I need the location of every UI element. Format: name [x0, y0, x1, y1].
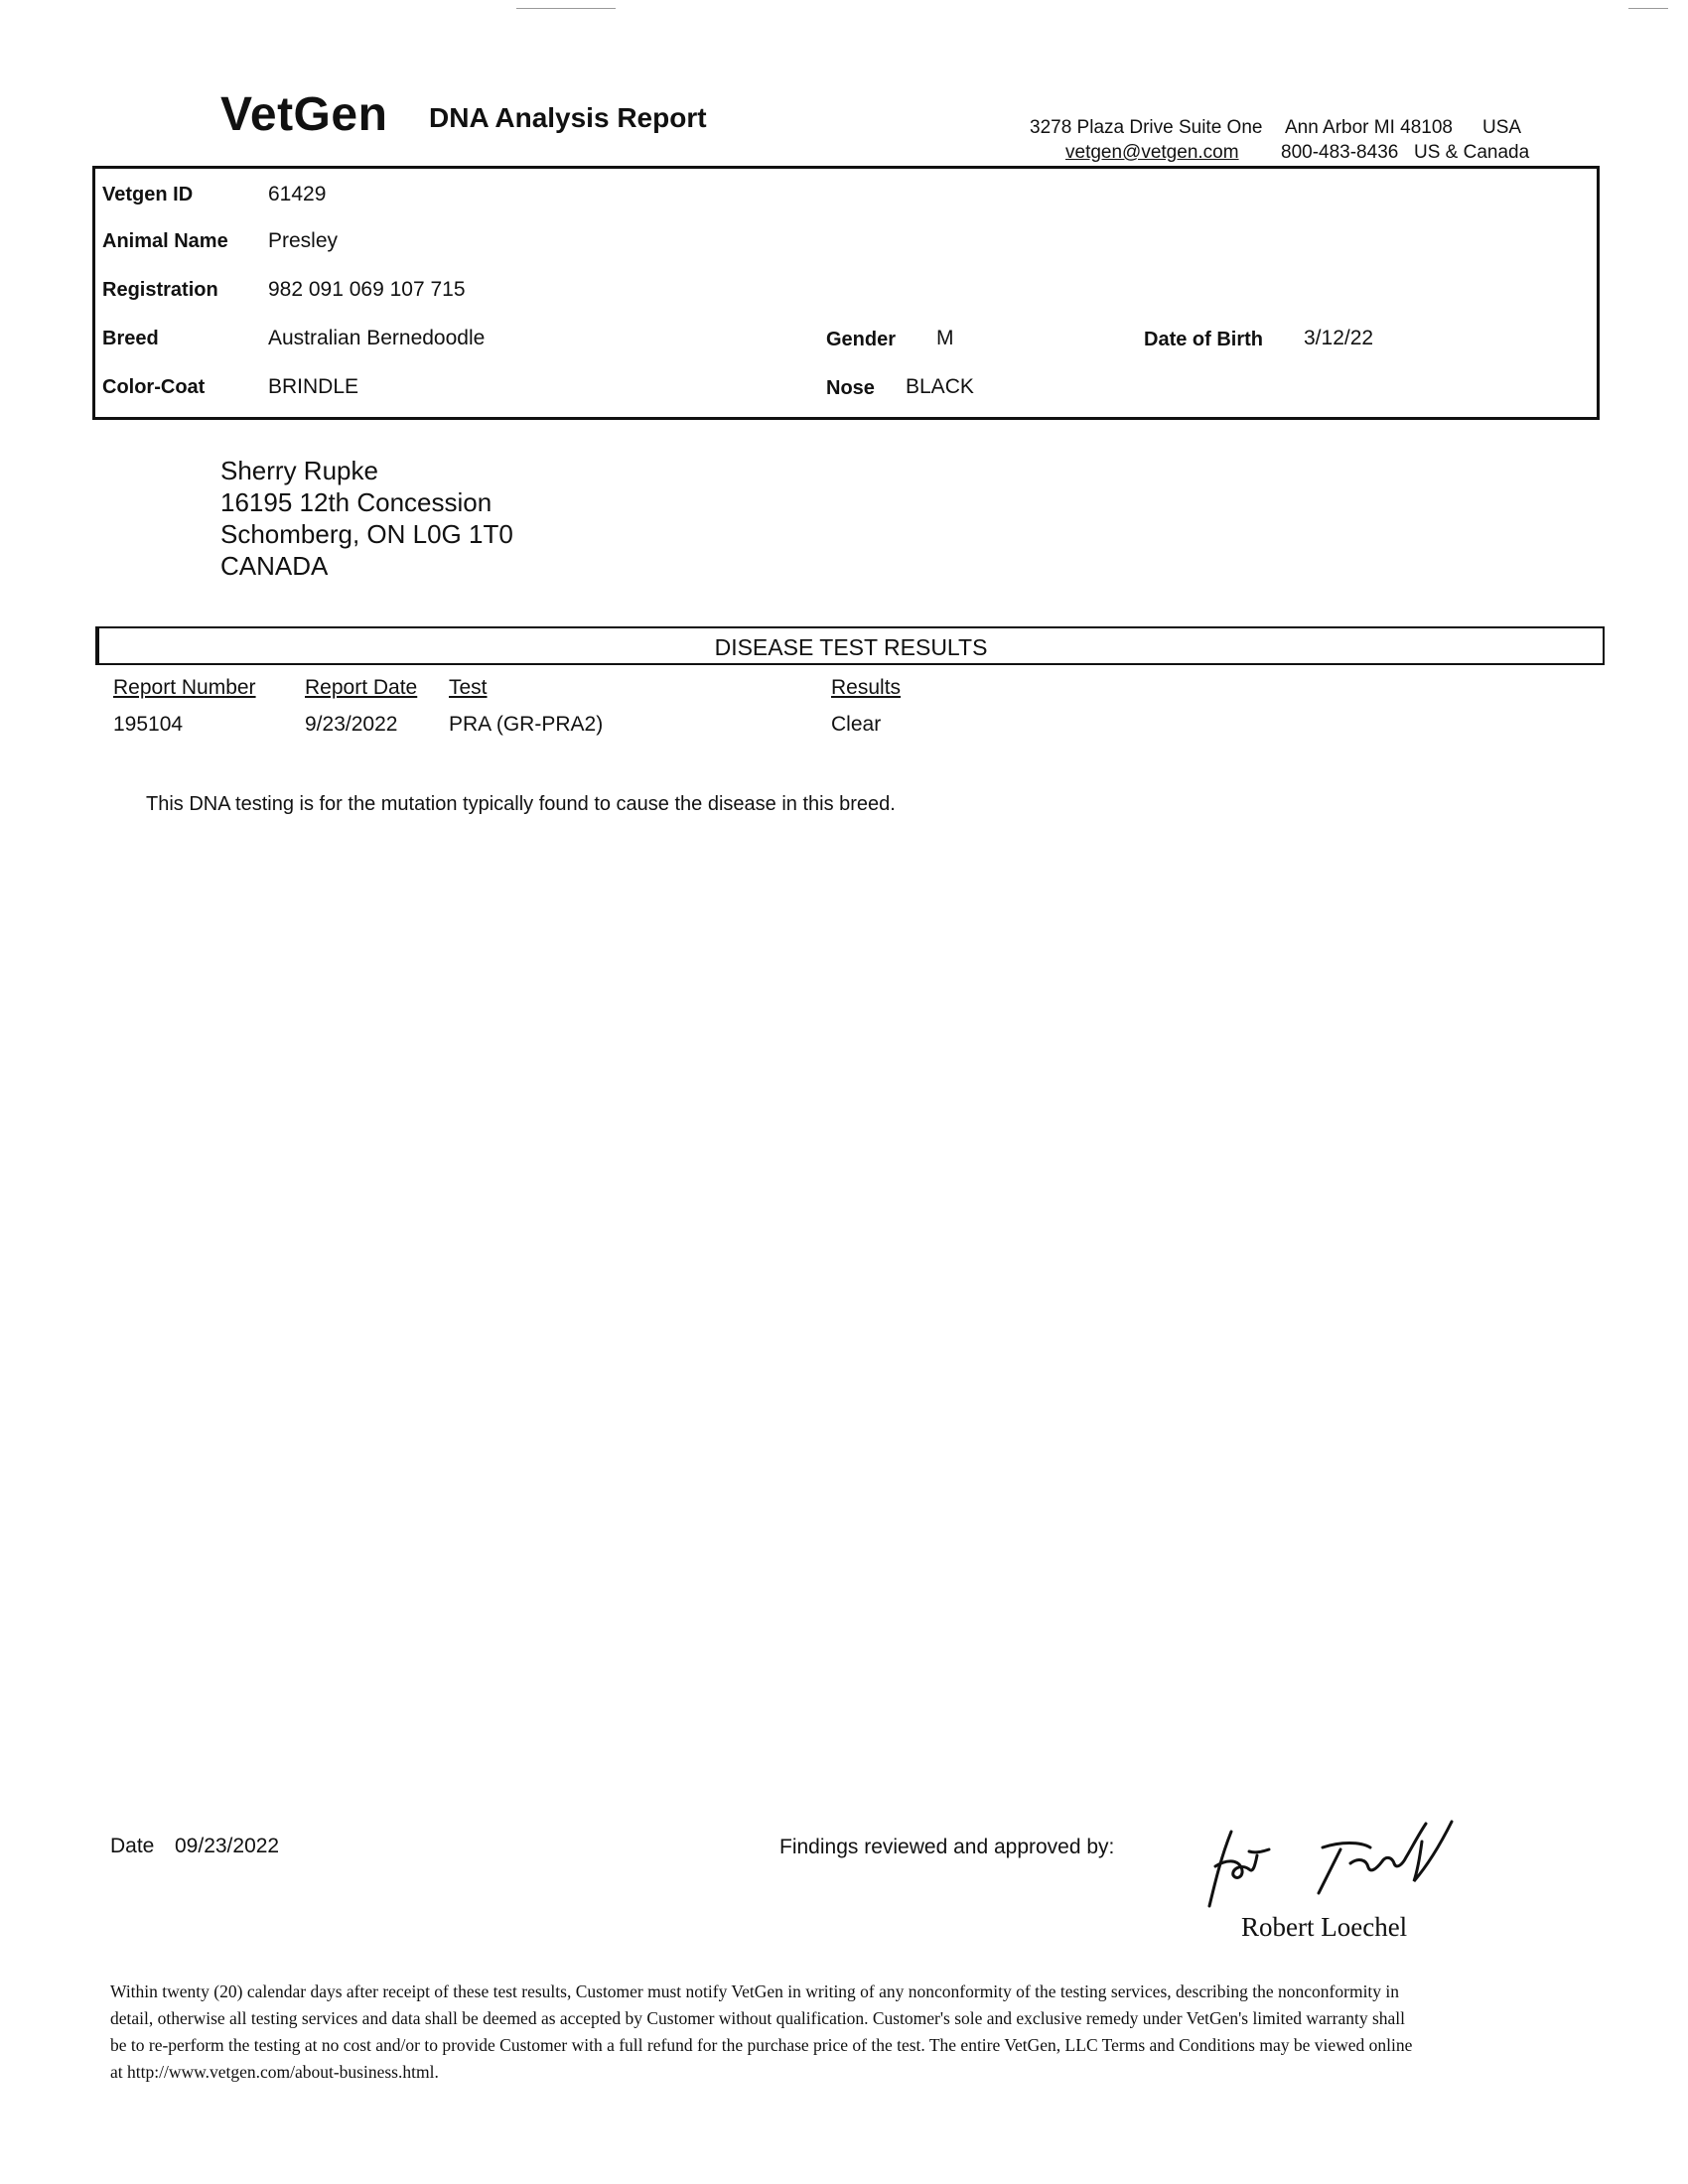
approval-label: Findings reviewed and approved by: — [779, 1836, 1115, 1858]
scan-artifact — [516, 8, 616, 9]
vetgen-id-label: Vetgen ID — [102, 184, 194, 205]
col-report-date: Report Date — [305, 676, 418, 699]
scan-artifact — [1628, 8, 1668, 9]
signer-name: Robert Loechel — [1241, 1912, 1408, 1942]
breed-label: Breed — [102, 328, 159, 349]
gender-value: M — [936, 327, 954, 349]
dob-label: Date of Birth — [1144, 329, 1263, 350]
color-coat-label: Color-Coat — [102, 376, 206, 398]
date-value: 09/23/2022 — [175, 1835, 280, 1857]
row-report-date: 9/23/2022 — [305, 713, 398, 736]
owner-city: Schomberg, ON L0G 1T0 — [220, 519, 513, 549]
lab-city: Ann Arbor MI 48108 — [1285, 117, 1453, 138]
row-report-number: 195104 — [113, 713, 184, 736]
testing-note: This DNA testing is for the mutation typically found to cause the disease in this breed. — [146, 793, 896, 815]
animal-name-value: Presley — [268, 229, 339, 252]
nose-label: Nose — [826, 377, 875, 399]
lab-street-address: 3278 Plaza Drive Suite One — [1030, 117, 1263, 138]
gender-label: Gender — [826, 329, 897, 350]
animal-name-label: Animal Name — [102, 230, 228, 252]
disclaimer-text: Within twenty (20) calendar days after receipt of these test results, Customer must notify VetGen in writing of any nonconformity of the testing services, describing the nonconformity in detail, otherwise all testing services and data shall be deemed as accepted by Customer without qualification. Customer's sole and exclusive remedy under VetGen's limited warranty shall be to re-perform the testing at no cost and/or to provide Customer with a full refund for the purchase price of the test. The entire VetGen, LLC Terms and Conditions may be viewed online at http://www.vetgen.com/about-business.html. — [110, 1981, 1413, 2082]
registration-label: Registration — [102, 279, 218, 301]
results-header-box — [95, 626, 1605, 665]
owner-street: 16195 12th Concession — [220, 487, 492, 517]
color-coat-value: BRINDLE — [268, 375, 359, 398]
owner-name: Sherry Rupke — [220, 456, 378, 485]
registration-value: 982 091 069 107 715 — [268, 278, 466, 301]
lab-phone: 800-483-8436 — [1281, 142, 1399, 163]
breed-value: Australian Bernedoodle — [268, 327, 486, 349]
row-result: Clear — [831, 713, 882, 736]
col-results: Results — [831, 676, 902, 699]
vetgen-id-value: 61429 — [268, 183, 327, 205]
report-title: DNA Analysis Report — [429, 102, 707, 133]
nose-value: BLACK — [906, 375, 974, 398]
date-label: Date — [110, 1835, 155, 1857]
lab-email: vetgen@vetgen.com — [1065, 142, 1239, 163]
lab-phone-region: US & Canada — [1414, 142, 1530, 163]
col-report-number: Report Number — [113, 676, 256, 699]
col-test: Test — [449, 676, 488, 699]
owner-country: CANADA — [220, 551, 329, 581]
lab-country: USA — [1482, 117, 1522, 138]
dob-value: 3/12/22 — [1304, 327, 1374, 349]
results-title: DISEASE TEST RESULTS — [714, 634, 988, 660]
signature-image — [1201, 1812, 1489, 1911]
row-test: PRA (GR-PRA2) — [449, 713, 604, 736]
vetgen-logo: VetGen — [220, 88, 388, 141]
